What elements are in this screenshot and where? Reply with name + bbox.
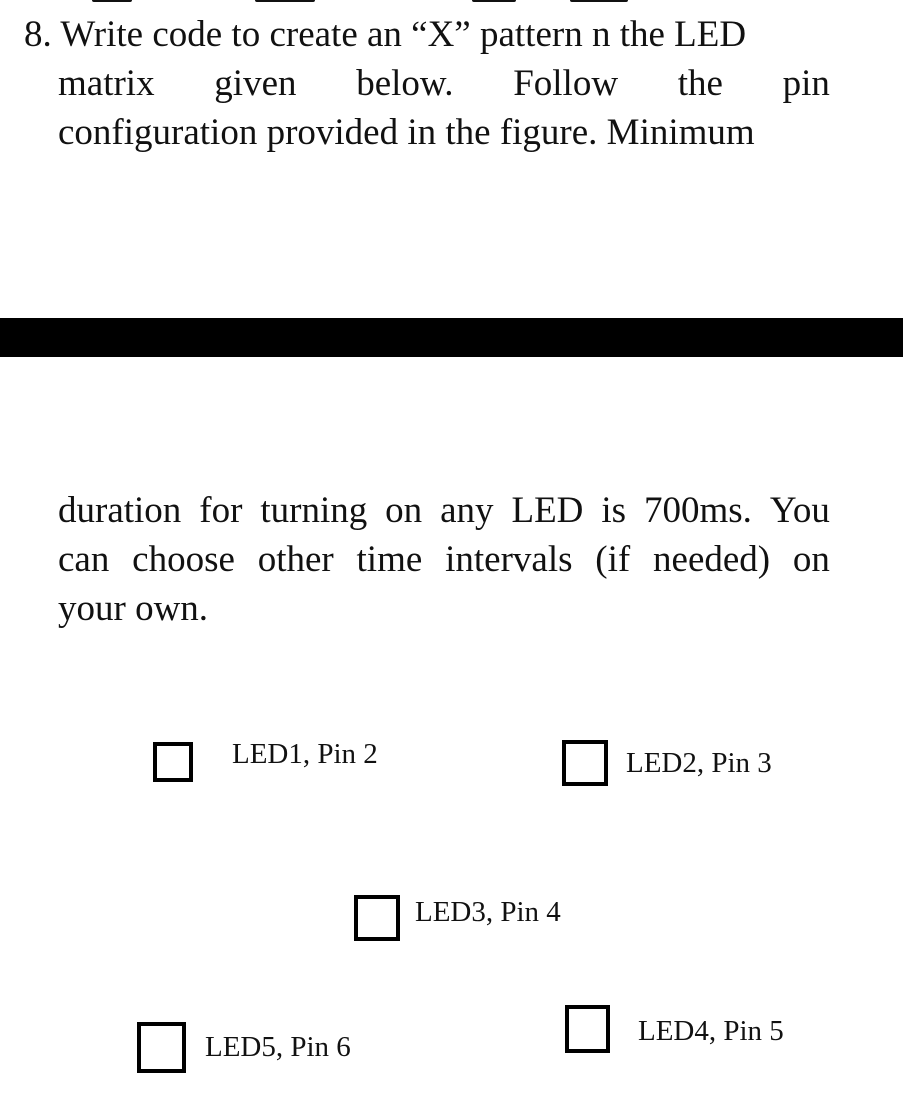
word: turning [260, 490, 368, 531]
word: needed) [653, 539, 771, 580]
word: on [792, 539, 830, 580]
word: time [356, 539, 423, 580]
word: intervals [445, 539, 573, 580]
led2-box [562, 740, 608, 786]
word: the [677, 63, 723, 104]
led2-label: LED2, Pin 3 [626, 747, 772, 779]
question-text [24, 10, 830, 157]
cropped-text-top [0, 0, 903, 6]
led3-box [354, 895, 400, 941]
word: matrix [58, 63, 155, 104]
continuation-line-1 [58, 486, 830, 535]
redaction-bar [0, 318, 903, 357]
word: You [769, 490, 830, 531]
word: choose [132, 539, 235, 580]
word: Follow [513, 63, 619, 104]
word: pin [782, 63, 830, 104]
led5-box [137, 1022, 186, 1073]
word: given [214, 63, 297, 104]
led3-label: LED3, Pin 4 [415, 896, 561, 928]
word: LED [511, 490, 584, 531]
word: is [601, 490, 627, 531]
word: (if [595, 539, 631, 580]
word: other [257, 539, 334, 580]
question-line-2 [24, 59, 830, 108]
led5-label: LED5, Pin 6 [205, 1031, 351, 1063]
led4-box [565, 1005, 610, 1053]
word: 700ms. [643, 490, 752, 531]
question-line-1: 8. Write code to create an “X” pattern n the LED [24, 14, 747, 55]
led1-label: LED1, Pin 2 [232, 738, 378, 770]
continuation-line-2 [58, 535, 830, 584]
question-line-3: configuration provided in the figure. Minimum [58, 112, 755, 153]
question-continuation [58, 486, 830, 633]
word: for [199, 490, 243, 531]
continuation-line-3: your own. [58, 588, 209, 629]
word: can [58, 539, 110, 580]
word: below. [356, 63, 454, 104]
led1-box [153, 742, 193, 782]
led4-label: LED4, Pin 5 [638, 1015, 784, 1047]
word: on [385, 490, 423, 531]
word: any [440, 490, 494, 531]
word: duration [58, 490, 182, 531]
